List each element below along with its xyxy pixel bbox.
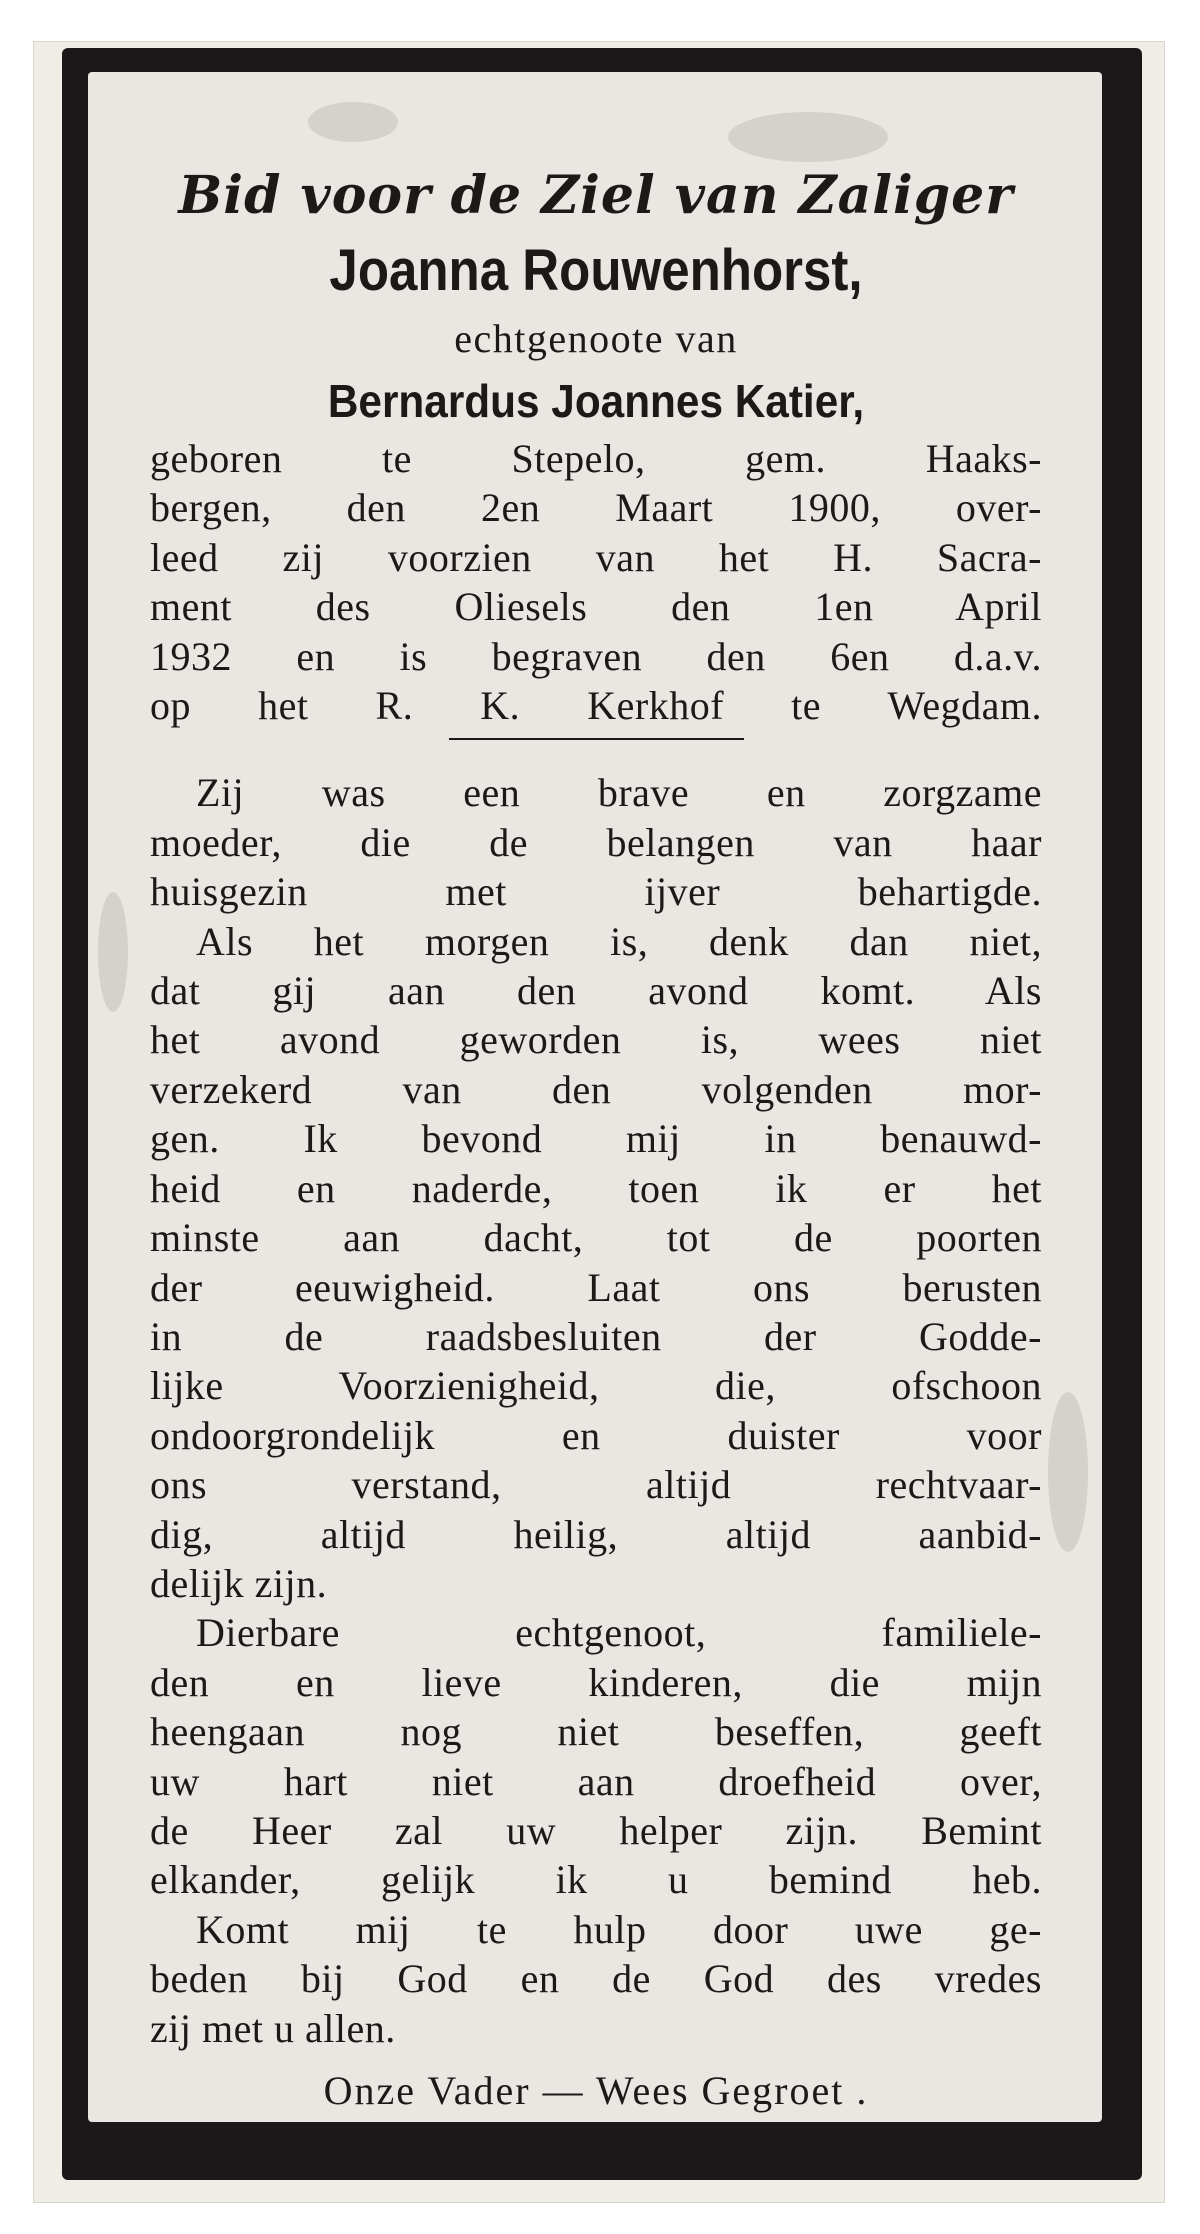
paragraph-line: der eeuwigheid. Laat ons berusten [150, 1264, 1042, 1310]
print-smudge [1048, 1392, 1088, 1552]
paragraph-line: dat gij aan den avond komt. Als [150, 968, 1042, 1014]
paragraph-line: beden bij God en de God des vredes [150, 1956, 1042, 2002]
paragraph-line: huisgezin met ijver behartigde. [150, 869, 1042, 915]
closing-prayer: Onze Vader — Wees Gegroet . [323, 2068, 869, 2113]
deceased-name: Joanna Rouwenhorst, [329, 238, 863, 303]
biography-line: ment des Oliesels den 1en April [150, 584, 1042, 630]
paragraph-line: lijke Voorzienigheid, die, ofschoon [150, 1363, 1042, 1409]
biography-line: geboren te Stepelo, gem. Haaks- [150, 436, 1042, 481]
paragraph-line: den en lieve kinderen, die mijn [150, 1659, 1042, 1705]
invocation-heading: Bid voor de Ziel van Zaliger [178, 165, 1014, 226]
biography-line: bergen, den 2en Maart 1900, over- [150, 485, 1042, 531]
biography-line: op het R. K. Kerkhof te Wegdam. [150, 683, 1042, 729]
paragraph-farewell [150, 1608, 1042, 1904]
print-smudge [308, 102, 398, 142]
paragraph-line: dig, altijd heilig, altijd aanbid- [150, 1511, 1042, 1557]
paragraph-reflection [150, 917, 1042, 1609]
biography-block [150, 434, 1042, 730]
paragraph-line: zij met u allen. [150, 2005, 396, 2051]
spouse-intro: echtgenoote van [454, 316, 738, 361]
section-divider [449, 738, 744, 740]
paragraph-line: gen. Ik bevond mij in benauwd- [150, 1116, 1042, 1162]
paragraph-line: in de raadsbesluiten der Godde- [150, 1313, 1042, 1359]
paragraph-line: verzekerd van den volgenden mor- [150, 1066, 1042, 1112]
paragraph-line: Zij was een brave en zorgzame [196, 770, 1042, 816]
paragraph-line: minste aan dacht, tot de poorten [150, 1215, 1042, 1261]
print-smudge [98, 892, 128, 1012]
paragraph-line: de Heer zal uw helper zijn. Bemint [150, 1807, 1042, 1853]
paragraph-line: moeder, die de belangen van haar [150, 819, 1042, 865]
paragraph-character [150, 768, 1042, 916]
spouse-name: Bernardus Joannes Katier, [327, 375, 865, 427]
paragraph-line: Als het morgen is, denk dan niet, [196, 918, 1042, 964]
paragraph-line: Dierbare echtgenoot, familiele- [196, 1610, 1042, 1656]
print-smudge [728, 112, 888, 162]
paragraph-line: uw hart niet aan droefheid over, [150, 1758, 1042, 1804]
card-content [150, 160, 1042, 2157]
paragraph-line: Komt mij te hulp door uwe ge- [196, 1906, 1042, 1952]
paragraph-line: heid en naderde, toen ik er het [150, 1165, 1042, 1211]
paragraph-line: elkander, gelijk ik u bemind heb. [150, 1857, 1042, 1903]
paragraph-line: delijk zijn. [150, 1560, 328, 1606]
paragraph-blessing [150, 1905, 1042, 2053]
biography-line: 1932 en is begraven den 6en d.a.v. [150, 633, 1042, 679]
paragraph-line: ons verstand, altijd rechtvaar- [150, 1462, 1042, 1508]
paragraph-line: ondoorgrondelijk en duister voor [150, 1412, 1042, 1458]
paragraph-line: heengaan nog niet beseffen, geeft [150, 1709, 1042, 1755]
biography-line: leed zij voorzien van het H. Sacra- [150, 534, 1042, 580]
paragraph-line: het avond geworden is, wees niet [150, 1017, 1042, 1063]
